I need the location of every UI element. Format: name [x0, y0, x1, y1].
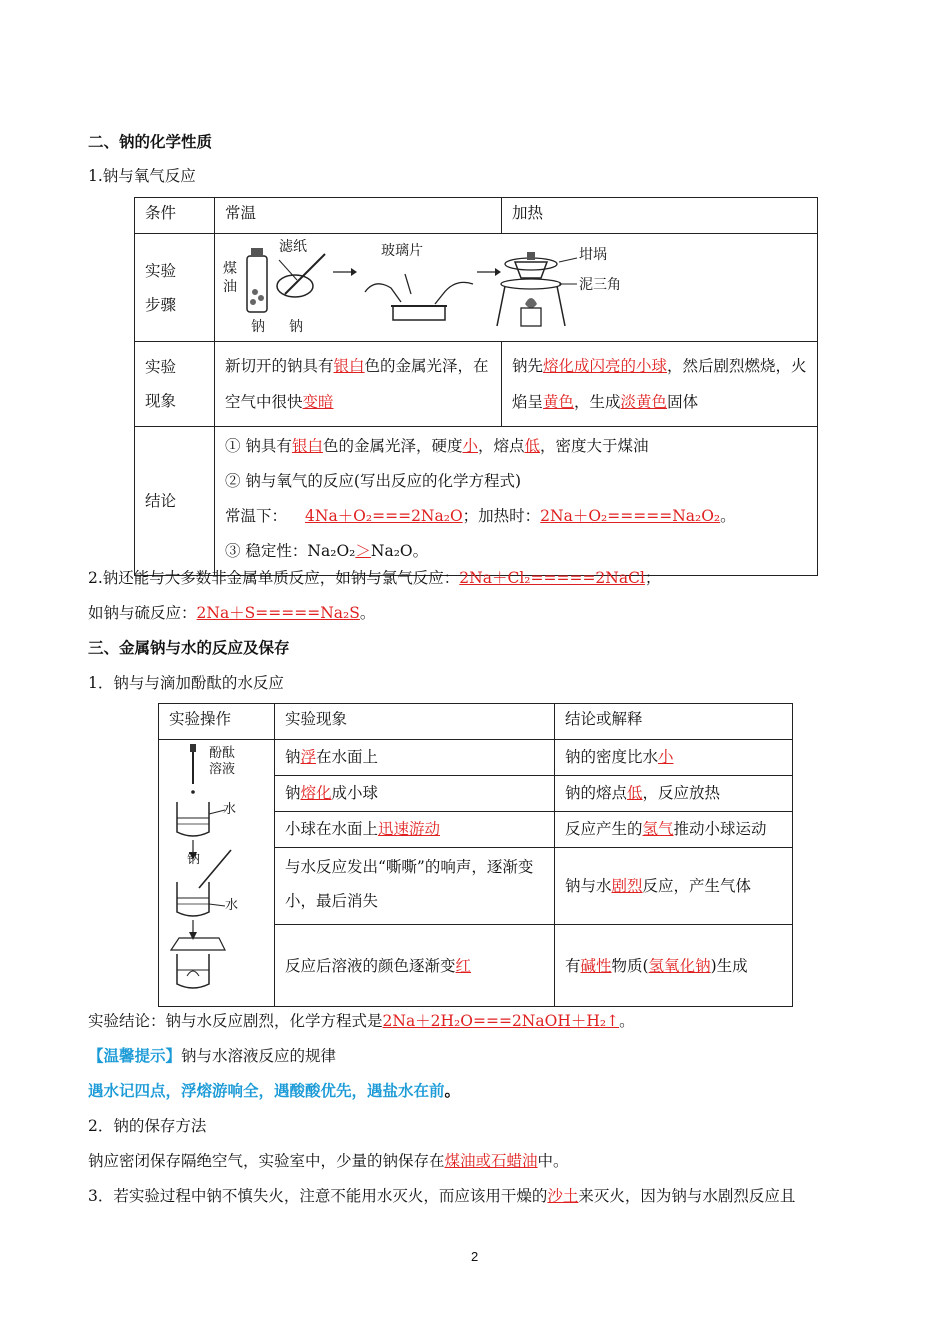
- subheading-na-water: 1．钠与与滴加酚酞的水反应: [88, 674, 284, 692]
- subheading-storage: 2．钠的保存方法: [88, 1117, 207, 1135]
- expl-base: 有碱性物质(氢氧化钠)生成: [555, 925, 793, 1007]
- phen-float: 钠浮在水面上: [275, 740, 555, 776]
- label-water-1: 水: [223, 802, 237, 817]
- phen-swim: 小球在水面上迅速游动: [275, 812, 555, 848]
- phen-sound: 与水反应发出“嘶嘶”的响声，逐渐变小，最后消失: [275, 848, 555, 925]
- header-heating: 加热: [502, 198, 818, 234]
- page-number: 2: [471, 1249, 479, 1264]
- label-glass-plate: 玻璃片: [381, 243, 423, 259]
- operation-figure: [159, 740, 275, 1007]
- line-na-sulfur: 如钠与硫反应：2Na＋S=====Na₂S。: [88, 604, 376, 622]
- tip-rule: 遇水记四点，浮熔游响全，遇酸酸优先，遇盐水在前。: [88, 1082, 461, 1100]
- experiment-conclusion: 实验结论：钠与水反应剧烈，化学方程式是2Na＋2H₂O===2NaOH＋H₂↑。: [88, 1012, 635, 1030]
- label-clay-triangle: 泥三角: [579, 277, 621, 293]
- phen-red: 反应后溶液的颜色逐渐变红: [275, 925, 555, 1007]
- na-water-table: [158, 703, 793, 1007]
- fire-line: 3．若实验过程中钠不慎失火，注意不能用水灭火，而应该用干燥的沙土来灭火，因为钠与水剧烈反应且: [88, 1187, 796, 1205]
- line-na-chlorine: 2.钠还能与大多数非金属单质反应，如钠与氯气反应：2Na＋Cl₂=====2NaCl；: [88, 569, 661, 587]
- header-operation: 实验操作: [159, 704, 275, 740]
- phen-melt: 钠熔化成小球: [275, 776, 555, 812]
- label-sodium: 钠: [187, 852, 201, 867]
- label-filter-paper: 滤纸: [279, 239, 307, 255]
- conclusion-1: ① 钠具有银白色的金属光泽，硬度小，熔点低，密度大于煤油: [225, 437, 649, 455]
- row-label-conclusion: 结论: [135, 427, 215, 576]
- storage-line: 钠应密闭保存隔绝空气，实验室中，少量的钠保存在煤油或石蜡油中。: [88, 1152, 569, 1170]
- label-sodium-2: 钠: [289, 319, 303, 335]
- na-water-illustration: [159, 740, 273, 1002]
- phenomenon-heat: 钠先熔化成闪亮的小球，然后剧烈燃烧，火焰呈黄色，生成淡黄色固体: [502, 342, 818, 427]
- conclusion-4: ③ 稳定性：Na₂O₂＞Na₂O。: [225, 542, 429, 560]
- expl-density: 钠的密度比水小: [555, 740, 793, 776]
- row-label-steps: 实验 步骤: [135, 234, 215, 342]
- subheading-na-oxygen: 1.钠与氧气反应: [88, 167, 196, 185]
- header-conclusion: 结论或解释: [555, 704, 793, 740]
- tip-line: 【温馨提示】钠与水溶液反应的规律: [88, 1047, 337, 1065]
- label-phenolphthalein: 酚酞 溶液: [209, 746, 236, 777]
- label-water-2: 水: [225, 898, 239, 913]
- na-oxygen-table: [134, 197, 818, 576]
- label-kerosene: 煤 油: [223, 261, 237, 295]
- section-heading-2: 二、钠的化学性质: [88, 133, 213, 151]
- header-condition: 条件: [135, 198, 215, 234]
- section-heading-3: 三、金属钠与水的反应及保存: [88, 639, 290, 657]
- conclusion-cell: [215, 427, 818, 576]
- expl-melting-point: 钠的熔点低，反应放热: [555, 776, 793, 812]
- row-label-phenomenon: 实验 现象: [135, 342, 215, 427]
- conclusion-3: 常温下： 4Na＋O₂===2Na₂O；加热时：2Na＋O₂=====Na₂O₂。: [225, 507, 736, 525]
- expl-violent: 钠与水剧烈反应，产生气体: [555, 848, 793, 925]
- conclusion-2: ② 钠与氧气的反应(写出反应的化学方程式): [225, 472, 522, 490]
- phenomenon-room: 新切开的钠具有银白色的金属光泽，在空气中很快变暗: [215, 342, 502, 427]
- label-sodium-1: 钠: [251, 319, 265, 335]
- header-room-temp: 常温: [215, 198, 502, 234]
- header-phenomenon: 实验现象: [275, 704, 555, 740]
- label-crucible: 坩埚: [579, 247, 607, 263]
- steps-figure: [215, 234, 818, 342]
- expl-hydrogen: 反应产生的氢气推动小球运动: [555, 812, 793, 848]
